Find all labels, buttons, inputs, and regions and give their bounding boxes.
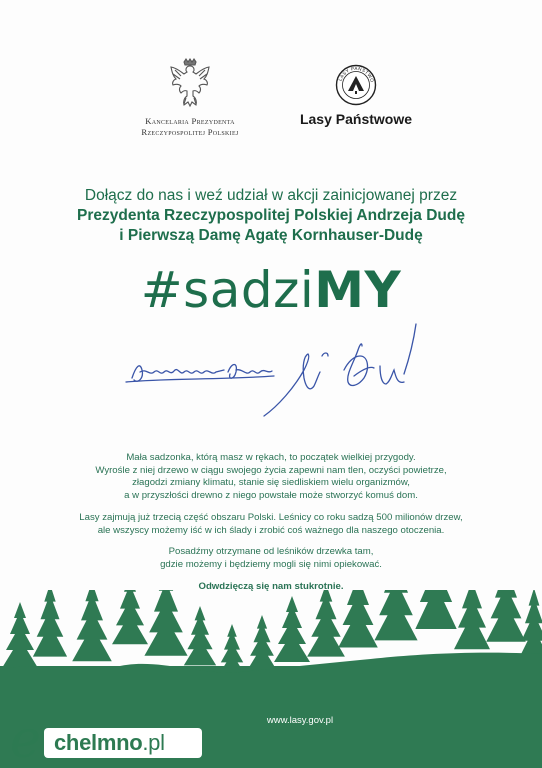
kancelaria-logo: [120, 58, 260, 138]
kancelaria-name-line1: Kancelaria Prezydenta: [145, 116, 235, 126]
seal-text: LASY PAŃSTWO: [337, 65, 375, 83]
website-url[interactable]: www.lasy.gov.pl: [266, 715, 334, 726]
p2-line-1: Lasy zajmują już trzecią część obszaru Polski. Leśnicy co roku sadzą 500 milionów drzew,: [79, 511, 463, 523]
p1-line-4: a w przyszłości drewno z niego powstałe może stworzyć komuś dom.: [124, 490, 418, 502]
white-eagle-emblem-icon: [167, 58, 213, 110]
echelmno-watermark: [6, 710, 206, 768]
intro-block: [20, 186, 522, 246]
campaign-hashtag: [0, 258, 542, 322]
kancelaria-name-line2: Rzeczypospolitej Polskiej: [141, 127, 239, 137]
p1-line-3: złagodzi zmiany klimatu, stanie się siedliskiem wielu organizmów,: [132, 477, 410, 489]
watermark-word: chelmno: [54, 730, 143, 755]
paragraph-2: [30, 512, 512, 537]
paragraph-1: [30, 452, 512, 503]
intro-line-2: Prezydenta Rzeczypospolitej Polskiej Andrzeja Dudę: [77, 207, 465, 224]
p1-line-1: Mała sadzonka, którą masz w rękach, to początek wielkiej przygody.: [126, 452, 416, 463]
body-text: [30, 452, 512, 602]
hashtag-suffix: MY: [314, 261, 402, 319]
p2-line-2: ale wszyscy możemy iść w ich ślady i zrobić coś ważnego dla naszego otoczenia.: [97, 524, 445, 536]
signature-andrzej-duda: [264, 324, 416, 416]
watermark-e-glyph: e: [10, 710, 41, 768]
lasy-panstwowe-logo: [286, 64, 426, 127]
watermark-wordmark: [54, 730, 165, 756]
lasy-panstwowe-seal-icon: [335, 64, 377, 106]
signature-kornhauser-duda: [126, 365, 274, 383]
watermark-domain: .pl: [142, 730, 165, 755]
p1-line-2: Wyrośle z niej drzewo w ciągu swojego życia zapewni nam tlen, oczyści powietrze,: [95, 464, 447, 476]
intro-line-3: i Pierwszą Damę Agatę Kornhauser-Dudę: [119, 227, 423, 244]
hashtag-prefix: #sadzi: [140, 261, 315, 319]
p3-line-2: gdzie możemy i będziemy mogli się nimi opiekować.: [160, 558, 382, 570]
intro-line-1: Dołącz do nas i weź udział w akcji zainicjowanej przez: [84, 187, 458, 204]
closing-thanks: Odwdzięczą się nam stukrotnie.: [198, 580, 344, 592]
paragraph-3: [30, 546, 512, 571]
lasy-panstwowe-name: Lasy Państwowe: [299, 111, 413, 127]
p3-line-1: Posadźmy otrzymane od leśników drzewka tam,: [168, 546, 374, 558]
signatures: [118, 322, 438, 422]
